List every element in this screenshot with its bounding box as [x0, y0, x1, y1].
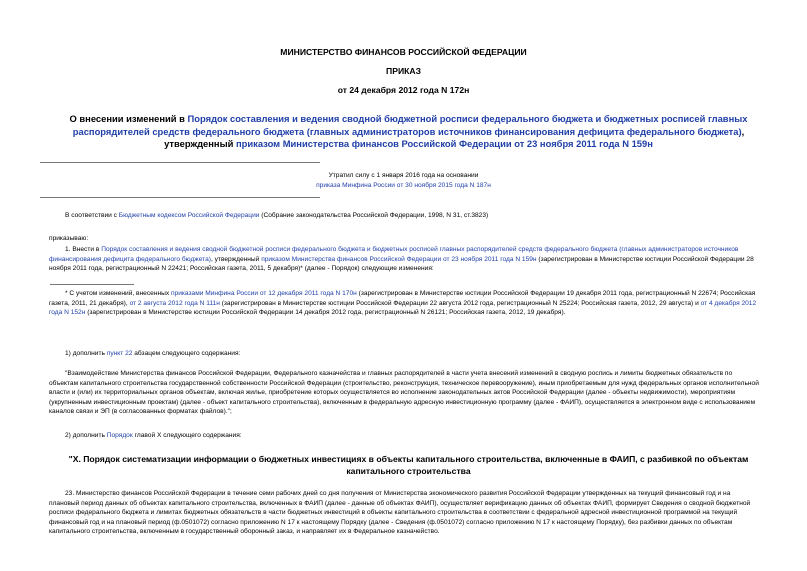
lost-force-text: Утратил силу с 1 января 2016 года на основании	[328, 172, 479, 179]
title-order-link[interactable]: приказом Министерства финансов Российской Федерации от 23 ноября 2011 года N 159н	[235, 138, 653, 149]
basis-paragraph: В соответствии с Бюджетным кодексом Российской Федерации (Собрание законодательства Российской Федерации, 1998, N 31, ст.3823)	[65, 212, 489, 219]
divider	[40, 197, 320, 198]
document-title	[56, 113, 761, 151]
sub-item-1: 1) дополнить пункт 22 абзацем следующего содержания:	[65, 350, 241, 357]
footnote-link-170n[interactable]: приказами Минфина России от 12 декабря 2011 года N 170н	[170, 290, 357, 297]
footnote: * С учетом изменений, внесенных приказами Минфина России от 12 декабря 2011 года N 170н (зарегистрирован в Министерстве юстиции Российской Федерации 19 декабря 2011 года, регистрационный N 22674; Российская газета, 2011, 21 декабря), от 2 августа 2012 года N 111н (зарегистрирован в Министерстве юстиции Российской Федерации 22 августа 2012 года, регистрационный N 25224; Российская газета, 2012, 29 августа) и от 4 декабря 2012 года N 152н (зарегистрирован в Министерстве юстиции Российской Федерации 14 декабря 2012 года, регистрационный N 26121; Российская газета, 2012, 19 декабря).	[49, 290, 757, 317]
paragraph-23: 23. Министерство финансов Российской Федерации в течение семи рабочих дней со дня получения от Министерства экономического развития Российской Федерации утвержденных на текущий финансовый год и на плановый период данных об объектах капитального строительства, включенных в ФАИП (далее - данные об объектах ФАИП), осуществляет верификацию данных об объектах ФАИП, формирует Сведения о сводной бюджетной росписи федерального бюджета и лимитах бюджетных обязательств в части бюджетных инвестиций в объекты капитального строительства в соответствии с федеральной адресной инвестиционной программой на текущий финансовый год и на плановый период (ф.0501072) согласно приложению N 17 к настоящему Порядку (далее - Сведения (ф.0501072) согласно приложению N 17 к настоящему Порядку), без разбивки данных по объектам капитального строительства, включенным в государственный оборонный заказ, и направляет их в Федеральное казначейство.	[49, 490, 751, 536]
ministry-heading: МИНИСТЕРСТВО ФИНАНСОВ РОССИЙСКОЙ ФЕДЕРАЦИИ	[280, 47, 527, 57]
title-procedure-link[interactable]: Порядок составления и ведения сводной бюджетной росписи федерального бюджета и бюджетных росписей главных распорядителей средств федерального бюджета (главных администраторов источников финансирования дефицита федерального бюджета)	[72, 113, 748, 137]
divider	[40, 162, 320, 163]
footnote-divider	[50, 284, 134, 285]
item1-order-link[interactable]: приказом Министерства финансов Российской Федерации от 23 ноября 2011 года N 159н	[261, 255, 537, 263]
doc-date-heading: от 24 декабря 2012 года N 172н	[337, 85, 470, 95]
lost-force-note	[0, 171, 807, 191]
procedure-link[interactable]: Порядок	[106, 432, 133, 439]
title-mid: , утвержденный	[164, 125, 745, 149]
order-word: приказываю:	[49, 235, 89, 242]
point-22-link[interactable]: пункт 22	[106, 350, 133, 357]
section-x-title: "X. Порядок систематизации информации о бюджетных инвестициях в объекты капитального строительства, включенные в ФАИП, с разбивкой по объектам капитального строительства	[68, 454, 749, 476]
quote-paragraph: "Взаимодействие Министерства финансов Российской Федерации, Федерального казначейства и главных распорядителей в части учета внесений изменений в сводную роспись и лимиты бюджетных обязательств по объектам капитального строительства государственной собственности Российской Федерации (строительство, реконструкция, техническое перевооружение), иным приобретаемым для нужд федеральных органов исполнительной власти и (или) их территориальных органов объектам, включая жилье, приобретение которых осуществляется во исполнение законодательных актов Российской Федерации (далее - объекты недвижимости), мероприятиям (укрупненным инвестиционным проектам) (далее - объект капитального строительства), включенным в федеральную адресную инвестиционную программу (далее - ФАИП), осуществляется в электронном виде с использованием каналов связи и ЭП (в согласованных форматах файлов).";	[49, 370, 759, 416]
item1-paragraph: 1. Внести в Порядок составления и ведения сводной бюджетной росписи федерального бюджета и бюджетных росписей главных распорядителей средств федерального бюджета (главных администраторов источников финансирования дефицита федерального бюджета), утвержденный приказом Министерства финансов Российской Федерации от 23 ноября 2011 года N 159н (зарегистрирован в Министерстве юстиции Российской Федерации 28 ноября 2011 года, регистрационный N 22421; Российская газета, 2011, 5 декабря)* (далее - Порядок) следующие изменения:	[49, 246, 754, 273]
footnote-link-111n[interactable]: от 2 августа 2012 года N 111н	[129, 299, 220, 307]
lost-force-link[interactable]: приказа Минфина России от 30 ноября 2015 года N 187н	[316, 182, 491, 189]
budget-code-link[interactable]: Бюджетным кодексом Российской Федерации	[118, 212, 260, 219]
doc-type-heading: ПРИКАЗ	[386, 66, 421, 76]
item1-procedure-link[interactable]: Порядок составления и ведения сводной бюджетной росписи федерального бюджета и бюджетных росписей главных распорядителей средств федерального бюджета (главных администраторов источников финансирования дефицита федерального бюджета)	[49, 246, 739, 263]
title-prefix: О внесении изменений в	[69, 113, 188, 124]
footnote-link-152n[interactable]: от 4 декабря 2012 года N 152н	[49, 299, 757, 317]
sub-item-2: 2) дополнить Порядок главой X следующего содержания:	[65, 432, 242, 439]
